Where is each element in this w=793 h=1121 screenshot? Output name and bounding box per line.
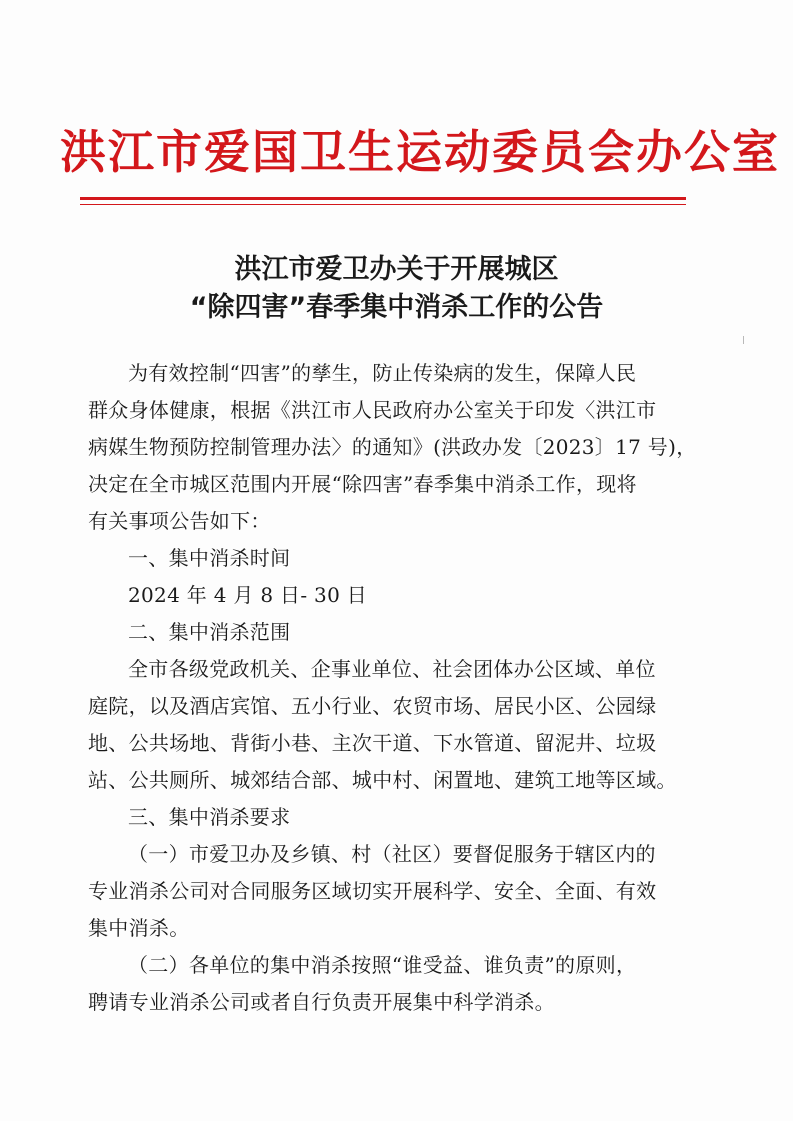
section-2-heading: 二、集中消杀范围 bbox=[128, 620, 291, 644]
intro-line: 决定在全市城区范围内开展“除四害”春季集中消杀工作，现将 bbox=[88, 472, 637, 496]
section-3-item-1 bbox=[88, 836, 698, 947]
section-2-line: 站、公共厕所、城郊结合部、城中村、闲置地、建筑工地等区域。 bbox=[88, 768, 677, 792]
scan-mark bbox=[743, 336, 744, 344]
intro-line: 为有效控制“四害”的孳生，防止传染病的发生，保障人民 bbox=[128, 361, 637, 385]
intro-paragraph bbox=[88, 355, 698, 540]
section-2-paragraph bbox=[88, 651, 698, 799]
document-body bbox=[88, 355, 698, 1021]
section-2-line: 庭院，以及酒店宾馆、五小行业、农贸市场、居民小区、公园绿 bbox=[88, 694, 657, 718]
section-2-line: 地、公共场地、背街小巷、主次干道、下水管道、留泥井、垃圾 bbox=[88, 731, 657, 755]
intro-line: 有关事项公告如下： bbox=[88, 509, 271, 533]
section-3-item-1-line: （一）市爱卫办及乡镇、村（社区）要督促服务于辖区内的 bbox=[128, 842, 656, 866]
section-1-body: 2024 年 4 月 8 日- 30 日 bbox=[128, 583, 368, 607]
section-3-item-2-line: 聘请专业消杀公司或者自行负责开展集中科学消杀。 bbox=[88, 990, 555, 1014]
masthead-red-rule-thin bbox=[80, 204, 686, 205]
masthead-issuer: 洪江市爱国卫生运动委员会办公室 bbox=[60, 125, 780, 179]
section-3-heading: 三、集中消杀要求 bbox=[128, 805, 291, 829]
intro-line: 群众身体健康，根据《洪江市人民政府办公室关于印发〈洪江市 bbox=[88, 398, 657, 422]
document-title-line-2: “除四害”春季集中消杀工作的公告 bbox=[189, 292, 604, 323]
section-1-heading: 一、集中消杀时间 bbox=[128, 546, 291, 570]
section-3-item-1-line: 集中消杀。 bbox=[88, 916, 190, 940]
section-3-item-1-line: 专业消杀公司对合同服务区域切实开展科学、安全、全面、有效 bbox=[88, 879, 657, 903]
masthead-red-rule-thick bbox=[80, 197, 686, 200]
document-title-line-1: 洪江市爱卫办关于开展城区 bbox=[234, 254, 559, 285]
section-2-line: 全市各级党政机关、企事业单位、社会团体办公区域、单位 bbox=[128, 657, 656, 681]
section-3-item-2 bbox=[88, 947, 698, 1021]
intro-line: 病媒生物预防控制管理办法〉的通知》(洪政办发〔2023〕17 号)， bbox=[88, 435, 697, 459]
section-3-item-2-line: （二）各单位的集中消杀按照“谁受益、谁负责”的原则， bbox=[128, 953, 637, 977]
